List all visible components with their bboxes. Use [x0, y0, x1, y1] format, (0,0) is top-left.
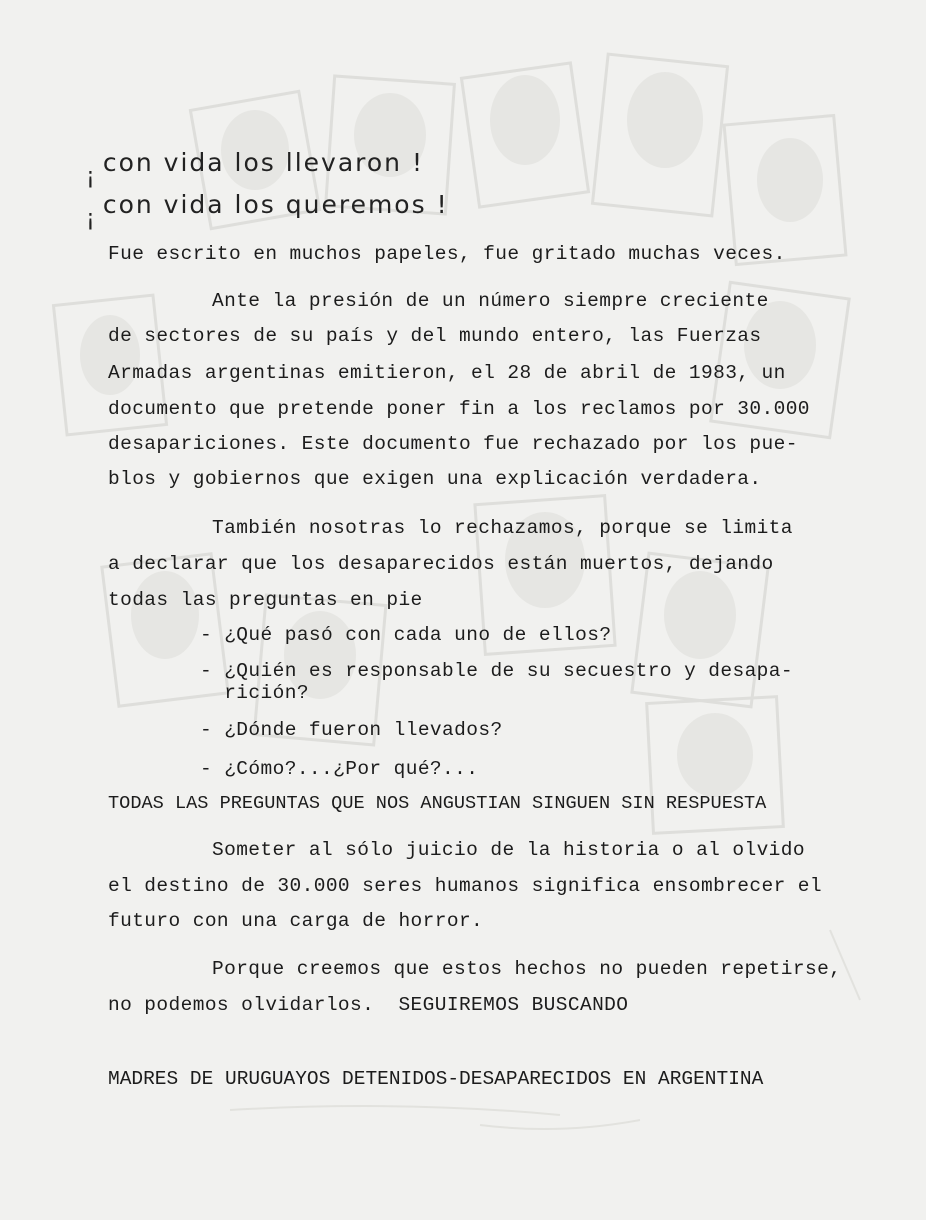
- heading-line-1: [86, 148, 424, 189]
- paragraph-line: Someter al sólo juicio de la historia o al olvido: [212, 839, 805, 861]
- paragraph-line: todas las preguntas en pie: [108, 589, 423, 611]
- question-item-continued: rición?: [200, 682, 309, 704]
- paragraph-line: blos y gobiernos que exigen una explicación verdadera.: [108, 468, 762, 490]
- question-item: - ¿Qué pasó con cada uno de ellos?: [200, 624, 612, 646]
- paragraph-line: desapariciones. Este documento fue rechazado por los pue-: [108, 433, 798, 455]
- paragraph-line: el destino de 30.000 seres humanos significa ensombrecer el: [108, 875, 823, 897]
- paragraph-line: no podemos olvidarlos. SEGUIREMOS BUSCANDO: [108, 994, 629, 1016]
- paragraph-line: futuro con una carga de horror.: [108, 910, 484, 932]
- paragraph-line: Armadas argentinas emitieron, el 28 de abril de 1983, un: [108, 362, 786, 384]
- signature-line: MADRES DE URUGUAYOS DETENIDOS-DESAPARECIDOS EN ARGENTINA: [108, 1068, 764, 1090]
- heading-text-1: con vida los llevaron !: [102, 148, 424, 177]
- inverted-exclamation: ¡: [86, 164, 97, 189]
- question-item: - ¿Quién es responsable de su secuestro y desapa-: [200, 660, 793, 682]
- heading-line-2: [86, 190, 449, 231]
- headline-statement: TODAS LAS PREGUNTAS QUE NOS ANGUSTIAN SINGUEN SIN RESPUESTA: [108, 793, 767, 814]
- paragraph-line: de sectores de su país y del mundo entero, las Fuerzas: [108, 325, 762, 347]
- paragraph-intro: Fue escrito en muchos papeles, fue gritado muchas veces.: [108, 243, 786, 265]
- inverted-exclamation: ¡: [86, 206, 97, 231]
- question-item: - ¿Cómo?...¿Por qué?...: [200, 758, 479, 780]
- paragraph-line: documento que pretende poner fin a los reclamos por 30.000: [108, 398, 810, 420]
- paragraph-line: Porque creemos que estos hechos no pueden repetirse,: [212, 958, 842, 980]
- paragraph-line: También nosotras lo rechazamos, porque se limita: [212, 517, 793, 539]
- heading-text-2: con vida los queremos !: [102, 190, 449, 219]
- paragraph-line: Ante la presión de un número siempre creciente: [212, 290, 769, 312]
- question-item: - ¿Dónde fueron llevados?: [200, 719, 503, 741]
- paragraph-line: a declarar que los desaparecidos están muertos, dejando: [108, 553, 774, 575]
